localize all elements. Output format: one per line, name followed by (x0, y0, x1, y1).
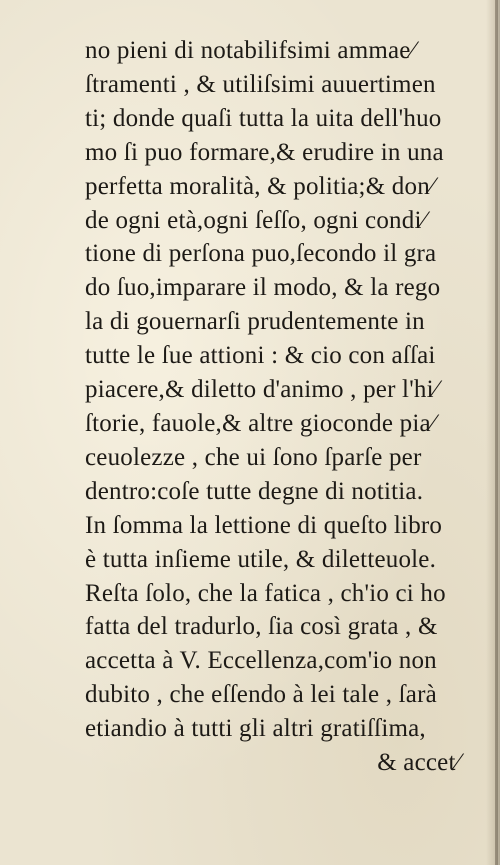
body-text (85, 34, 490, 780)
text-line: etiandio à tutti gli altri gratiſſima, (85, 715, 426, 743)
text-line: ti; donde quaſi tutta la uita dell'huo (85, 104, 442, 132)
text-line: ceuolezze , che ui ſono ſparſe per (85, 443, 422, 471)
text-line: mo ſi puo formare,& erudire in una (85, 138, 444, 166)
text-line: la di gouernarſi prudentemente in (85, 308, 425, 336)
text-line: accetta à V. Eccellenza,com'io non (85, 647, 437, 675)
text-line: dubito , che eſſendo à lei tale , ſarà (85, 681, 437, 709)
text-line: do ſuo,imparare il modo, & la rego (85, 274, 441, 302)
catchword: & accet⁄ (377, 749, 460, 777)
text-line: de ogni età,ogni ſeſſo, ogni condi⁄ (85, 206, 426, 234)
page-gutter-line (495, 0, 498, 865)
text-line: è tutta inſieme utile, & diletteuole. (85, 545, 437, 573)
text-line: tutte le ſue attioni : & cio con aſſai (85, 342, 436, 370)
text-line: In ſomma la lettione di queſto libro (85, 511, 443, 539)
text-line: perfetta moralità, & politia;& don⁄ (85, 172, 435, 200)
text-line: tione di perſona puo,ſecondo il gra (85, 240, 437, 268)
text-line: dentro:coſe tutte degne di notitia. (85, 477, 424, 505)
text-line: Reſta ſolo, che la fatica , ch'io ci ho (85, 579, 446, 607)
text-line: ſtramenti , & utiliſsimi auuertimen (85, 70, 436, 98)
text-line: fatta del tradurlo, ſia così grata , & (85, 613, 438, 641)
text-line: piacere,& diletto d'animo , per l'hi⁄ (85, 376, 439, 404)
text-line: no pieni di notabilifsimi ammae⁄ (85, 37, 415, 64)
text-line: ſtorie, fauole,& altre gioconde pia⁄ (85, 409, 436, 437)
